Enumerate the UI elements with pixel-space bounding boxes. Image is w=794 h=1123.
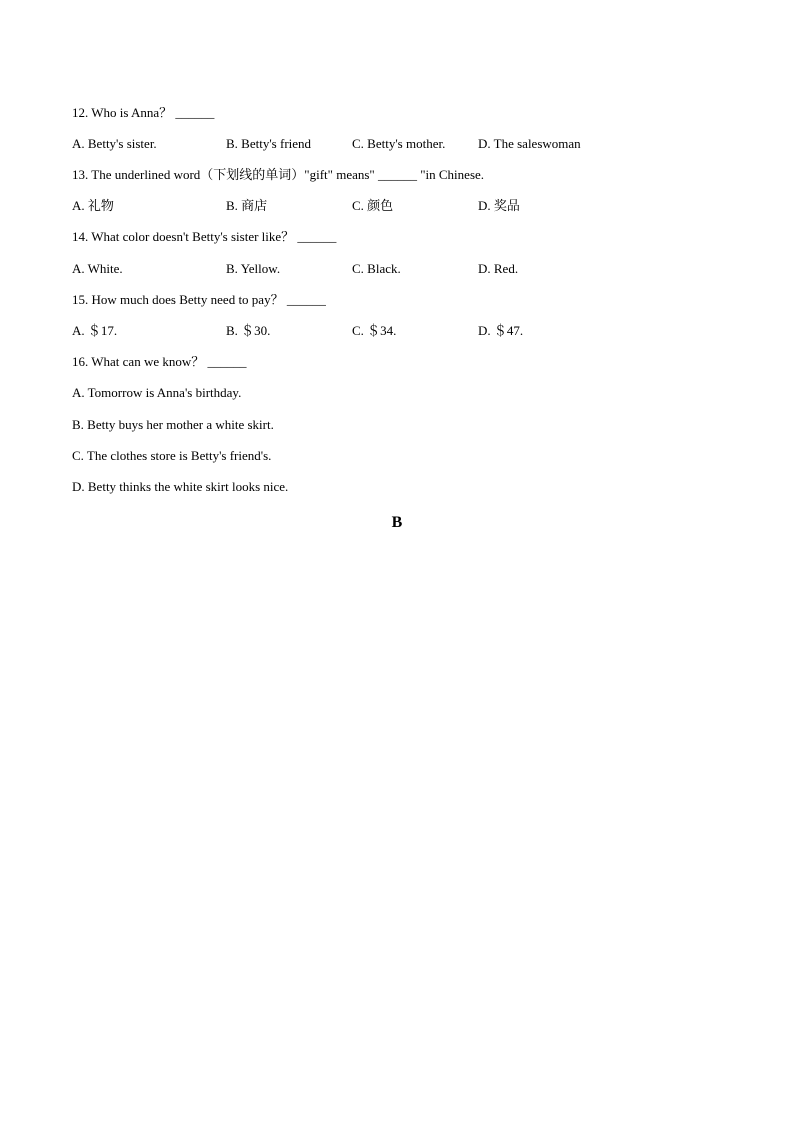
question-15-options xyxy=(72,323,712,339)
question-14-option-b: B. Yellow. xyxy=(226,261,281,276)
question-15-stem: 15. How much does Betty need to pay？ ______ xyxy=(72,292,326,307)
question-12-stem: 12. Who is Anna？ ______ xyxy=(72,105,215,120)
question-12-options xyxy=(72,136,712,152)
question-13-stem: 13. The underlined word（下划线的单词）"gift" means" ______ "in Chinese. xyxy=(72,167,485,182)
question-15-option-c: C. ＄34. xyxy=(352,323,397,338)
question-13-option-d: D. 奖品 xyxy=(478,198,520,213)
question-15-option-a: A. ＄17. xyxy=(72,323,118,338)
question-16-option-d: D. Betty thinks the white skirt looks nice. xyxy=(72,479,289,494)
question-13-option-c: C. 颜色 xyxy=(352,198,394,213)
question-12-option-a: A. Betty's sister. xyxy=(72,136,157,151)
question-14-option-d: D. Red. xyxy=(478,261,519,276)
question-12-option-b: B. Betty's friend xyxy=(226,136,312,151)
question-13-options xyxy=(72,198,712,214)
question-14-stem: 14. What color doesn't Betty's sister like？ ______ xyxy=(72,229,337,244)
question-16-stem: 16. What can we know？ ______ xyxy=(72,354,247,369)
question-15-option-b: B. ＄30. xyxy=(226,323,271,338)
question-16-option-a: A. Tomorrow is Anna's birthday. xyxy=(72,385,242,400)
question-13-option-b: B. 商店 xyxy=(226,198,268,213)
section-heading: B xyxy=(391,514,403,531)
question-15-option-d: D. ＄47. xyxy=(478,323,524,338)
question-13-option-a: A. 礼物 xyxy=(72,198,114,213)
question-14-option-c: C. Black. xyxy=(352,261,401,276)
question-16-option-b: B. Betty buys her mother a white skirt. xyxy=(72,417,274,432)
question-12-option-c: C. Betty's mother. xyxy=(352,136,446,151)
question-14-options xyxy=(72,261,712,277)
question-12-option-d: D. The saleswoman xyxy=(478,136,581,151)
question-16-option-c: C. The clothes store is Betty's friend's. xyxy=(72,448,272,463)
question-14-option-a: A. White. xyxy=(72,261,123,276)
